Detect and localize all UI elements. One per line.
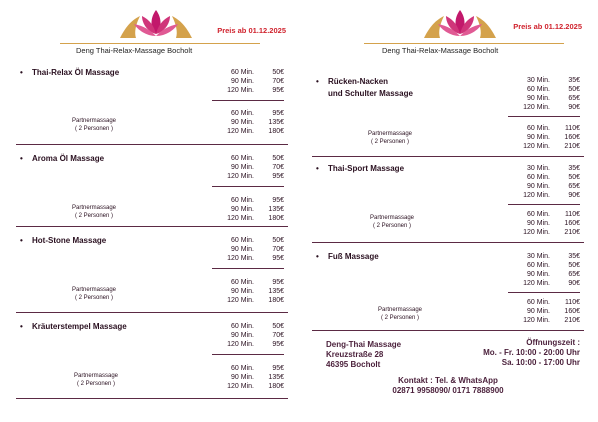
price-row — [516, 164, 580, 173]
price-row — [220, 109, 284, 118]
opening-hours — [483, 338, 580, 368]
price: 70€ — [272, 332, 284, 339]
duration: 90 Min. — [231, 206, 254, 213]
duration: 120 Min. — [523, 192, 550, 199]
duration: 60 Min. — [527, 125, 550, 132]
duration: 120 Min. — [523, 317, 550, 324]
duration: 30 Min. — [527, 253, 550, 260]
price-row — [516, 210, 580, 219]
price: 180€ — [268, 128, 284, 135]
hours-weekday: Mo. - Fr. 10:00 - 20:00 Uhr — [483, 348, 580, 357]
price: 35€ — [568, 253, 580, 260]
duration: 90 Min. — [231, 374, 254, 381]
partner-label: Partnermassage ( 2 Personen ) — [368, 131, 413, 145]
price-row — [516, 133, 580, 142]
price-row — [220, 236, 284, 245]
price: 135€ — [268, 288, 284, 295]
price-row — [220, 254, 284, 263]
duration: 90 Min. — [231, 288, 254, 295]
business-name: Deng Thai-Relax-Massage Bocholt — [76, 46, 193, 55]
price: 210€ — [564, 229, 580, 236]
price: 70€ — [272, 164, 284, 171]
duration: 120 Min. — [227, 87, 254, 94]
price: 180€ — [268, 215, 284, 222]
price-row — [220, 322, 284, 331]
price-row — [516, 182, 580, 191]
partner-price-table — [220, 278, 284, 305]
duration: 120 Min. — [523, 104, 550, 111]
duration: 120 Min. — [227, 255, 254, 262]
duration: 90 Min. — [231, 78, 254, 85]
duration: 60 Min. — [231, 237, 254, 244]
price-row — [220, 214, 284, 223]
duration: 90 Min. — [527, 134, 550, 141]
price: 95€ — [272, 341, 284, 348]
business-name: Deng Thai-Relax-Massage Bocholt — [382, 46, 499, 55]
duration: 90 Min. — [527, 220, 550, 227]
price: 50€ — [272, 69, 284, 76]
price-table — [220, 154, 284, 181]
price-table — [516, 76, 580, 112]
price-row — [516, 228, 580, 237]
duration: 60 Min. — [231, 110, 254, 117]
price-row — [220, 287, 284, 296]
duration: 120 Min. — [227, 215, 254, 222]
price-divider — [212, 186, 284, 187]
duration: 60 Min. — [231, 323, 254, 330]
price-row — [516, 219, 580, 228]
section-divider — [312, 330, 584, 331]
partner-label: Partnermassage ( 2 Personen ) — [72, 118, 117, 132]
price-date: Preis ab 01.12.2025 — [217, 26, 286, 35]
price-row — [516, 316, 580, 325]
price: 110€ — [564, 211, 580, 218]
price-table — [516, 164, 580, 200]
price-row — [220, 163, 284, 172]
price: 95€ — [272, 197, 284, 204]
duration: 90 Min. — [231, 332, 254, 339]
price: 90€ — [568, 280, 580, 287]
price-row — [220, 382, 284, 391]
price: 110€ — [564, 125, 580, 132]
price-row — [516, 298, 580, 307]
price: 95€ — [272, 279, 284, 286]
price: 135€ — [268, 119, 284, 126]
partner-price-table — [516, 298, 580, 325]
price-date: Preis ab 01.12.2025 — [513, 22, 582, 31]
contact-block — [312, 376, 584, 396]
price: 70€ — [272, 246, 284, 253]
header-divider — [60, 43, 260, 44]
price-row — [220, 245, 284, 254]
duration: 120 Min. — [227, 173, 254, 180]
duration: 90 Min. — [527, 308, 550, 315]
section-divider — [312, 242, 584, 243]
service-title: Kräuterstempel Massage — [32, 322, 127, 331]
price: 65€ — [568, 271, 580, 278]
price: 65€ — [568, 183, 580, 190]
price-table — [220, 236, 284, 263]
partner-label: Partnermassage ( 2 Personen ) — [74, 373, 119, 387]
partner-label: Partnermassage ( 2 Personen ) — [72, 287, 117, 301]
section-divider — [312, 156, 584, 157]
hours-saturday: Sa. 10:00 - 17:00 Uhr — [501, 358, 580, 367]
partner-price-table — [220, 364, 284, 391]
duration: 60 Min. — [231, 279, 254, 286]
address-block — [326, 340, 401, 370]
duration: 60 Min. — [231, 197, 254, 204]
section-divider — [16, 312, 288, 313]
duration: 120 Min. — [523, 280, 550, 287]
left-price-list: Preis ab 01.12.2025 Deng Thai-Relax-Massage Bocholt • Thai-Relax Öl Massage 60 Min. 50€ 90 Min. 70€ 120 Min. 95€ Partnermassage ( 2 Personen ) 60 Min. 95€ 90 Min. 135€ 120 Min. 180€ • Aroma Öl Massage 60 Min. 50€ 90 Min. 70€ 120 Min. 95€ Partnermassage ( 2 Personen ) 60 Min. 95€ 90 Min. 135€ 120 Min. 180€ • Hot-Stone Massage 60 Min. 50€ 90 Min. 70€ 120 Min. 95€ Partnermassage ( 2 Personen ) 60 Min. 95€ 90 Min. 135€ 120 Min. 180€ • Kräuterstempel Massage 60 Min. 50€ 90 Min. 70€ 120 Min. 95€ Partnermassage ( 2 Personen ) 60 Min. 95€ 90 Min. 135€ 120 Min. 180€ — [16, 0, 288, 422]
price-table — [220, 322, 284, 349]
price: 50€ — [568, 86, 580, 93]
price: 50€ — [568, 174, 580, 181]
price: 95€ — [272, 87, 284, 94]
price: 210€ — [564, 143, 580, 150]
partner-price-table — [516, 124, 580, 151]
price: 135€ — [268, 206, 284, 213]
price-row — [220, 296, 284, 305]
street: Kreuzstraße 28 — [326, 350, 384, 359]
partner-price-table — [220, 109, 284, 136]
partner-label: Partnermassage ( 2 Personen ) — [72, 205, 117, 219]
price-row — [516, 252, 580, 261]
price-row — [516, 279, 580, 288]
left-header — [16, 0, 288, 56]
price-row — [220, 340, 284, 349]
contact-numbers: 02871 9958090/ 0171 7888900 — [392, 386, 504, 395]
duration: 90 Min. — [231, 119, 254, 126]
right-header — [312, 0, 584, 56]
duration: 120 Min. — [227, 341, 254, 348]
hours-title: Öffnungszeit : — [526, 338, 580, 347]
price-row — [220, 68, 284, 77]
price-row — [220, 205, 284, 214]
duration: 60 Min. — [527, 211, 550, 218]
price: 95€ — [272, 365, 284, 372]
shop-name: Deng-Thai Massage — [326, 340, 402, 349]
price-row — [220, 364, 284, 373]
price-row — [516, 94, 580, 103]
price: 210€ — [564, 317, 580, 324]
section-divider — [16, 144, 288, 145]
price-row — [516, 173, 580, 182]
duration: 60 Min. — [527, 86, 550, 93]
duration: 120 Min. — [227, 297, 254, 304]
price-row — [220, 86, 284, 95]
price-row — [516, 85, 580, 94]
price: 50€ — [272, 155, 284, 162]
price-row — [220, 373, 284, 382]
price: 160€ — [564, 134, 580, 141]
bullet: • — [20, 68, 23, 77]
price: 160€ — [564, 308, 580, 315]
price-row — [516, 191, 580, 200]
price: 135€ — [268, 374, 284, 381]
price-table — [220, 68, 284, 95]
duration: 120 Min. — [227, 383, 254, 390]
section-divider — [16, 226, 288, 227]
partner-label: Partnermassage ( 2 Personen ) — [378, 307, 423, 321]
price: 35€ — [568, 165, 580, 172]
lotus-logo-icon — [118, 8, 194, 42]
price-row — [220, 278, 284, 287]
partner-price-table — [220, 196, 284, 223]
price-row — [516, 270, 580, 279]
price: 95€ — [272, 255, 284, 262]
duration: 60 Min. — [527, 174, 550, 181]
price-table — [516, 252, 580, 288]
duration: 60 Min. — [231, 69, 254, 76]
header-divider — [364, 43, 564, 44]
price: 90€ — [568, 192, 580, 199]
price-divider — [508, 292, 580, 293]
contact-title: Kontakt : Tel. & WhatsApp — [398, 376, 498, 385]
price: 95€ — [272, 110, 284, 117]
duration: 120 Min. — [227, 128, 254, 135]
price-divider — [212, 354, 284, 355]
duration: 120 Min. — [523, 229, 550, 236]
price: 90€ — [568, 104, 580, 111]
duration: 60 Min. — [231, 365, 254, 372]
price-row — [220, 196, 284, 205]
partner-label: Partnermassage ( 2 Personen ) — [370, 215, 415, 229]
duration: 60 Min. — [231, 155, 254, 162]
lotus-logo-icon — [422, 8, 498, 42]
price: 50€ — [272, 323, 284, 330]
duration: 90 Min. — [527, 183, 550, 190]
service-title: Aroma Öl Massage — [32, 154, 105, 163]
price-row — [516, 307, 580, 316]
duration: 90 Min. — [231, 246, 254, 253]
price: 70€ — [272, 78, 284, 85]
service-title: Hot-Stone Massage — [32, 236, 107, 245]
price-divider — [508, 204, 580, 205]
duration: 30 Min. — [527, 165, 550, 172]
partner-price-table — [516, 210, 580, 237]
duration: 120 Min. — [523, 143, 550, 150]
price-row — [220, 331, 284, 340]
service-title: Thai-Sport Massage — [328, 164, 405, 173]
price-row — [516, 103, 580, 112]
price: 95€ — [272, 173, 284, 180]
duration: 90 Min. — [527, 271, 550, 278]
price-row — [516, 261, 580, 270]
price-row — [220, 118, 284, 127]
service-title-line2: und Schulter Massage — [328, 89, 413, 98]
duration: 60 Min. — [527, 262, 550, 269]
duration: 30 Min. — [527, 77, 550, 84]
price-divider — [212, 268, 284, 269]
price: 50€ — [568, 262, 580, 269]
city: 46395 Bocholt — [326, 360, 381, 369]
price-row — [516, 142, 580, 151]
service-title: Rücken-Nacken — [328, 77, 389, 86]
duration: 90 Min. — [231, 164, 254, 171]
price: 35€ — [568, 77, 580, 84]
price-row — [220, 154, 284, 163]
price-divider — [508, 116, 580, 117]
price-row — [220, 77, 284, 86]
section-divider — [16, 398, 288, 399]
price-row — [516, 124, 580, 133]
price-row — [220, 127, 284, 136]
price: 110€ — [564, 299, 580, 306]
service-title: Fuß Massage — [328, 252, 379, 261]
price: 65€ — [568, 95, 580, 102]
price-row — [516, 76, 580, 85]
service-title: Thai-Relax Öl Massage — [32, 68, 120, 77]
price-row — [220, 172, 284, 181]
right-price-list: Preis ab 01.12.2025 Deng Thai-Relax-Massage Bocholt • Rücken-Nacken und Schulter Massage 30 Min. 35€ 60 Min. 50€ 90 Min. 65€ 120 Min. 90€ Partnermassage ( 2 Personen ) 60 Min. 110€ 90 Min. 160€ 120 Min. 210€ • Thai-Sport Massage 30 Min. 35€ 60 Min. 50€ 90 Min. 65€ 120 Min. 90€ Partnermassage ( 2 Personen ) 60 Min. 110€ 90 Min. 160€ 120 Min. 210€ • Fuß Massage 30 Min. 35€ 60 Min. 50€ 90 Min. 65€ 120 Min. 90€ Partnermassage ( 2 Personen ) 60 Min. 110€ 90 Min. 160€ 120 Min. 210€ Deng-Thai Massage Kreuzstraße 28 46395 Bocholt Öffnungszeit : Mo. - Fr. 10:00 - 20:00 Uhr Sa. 10:00 - 17:00 Uhr Kontakt : Tel. & WhatsApp 02871 9958090/ 0171 7888900 — [312, 0, 584, 422]
price: 50€ — [272, 237, 284, 244]
price: 180€ — [268, 383, 284, 390]
duration: 60 Min. — [527, 299, 550, 306]
price-divider — [212, 100, 284, 101]
price: 160€ — [564, 220, 580, 227]
duration: 90 Min. — [527, 95, 550, 102]
price: 180€ — [268, 297, 284, 304]
